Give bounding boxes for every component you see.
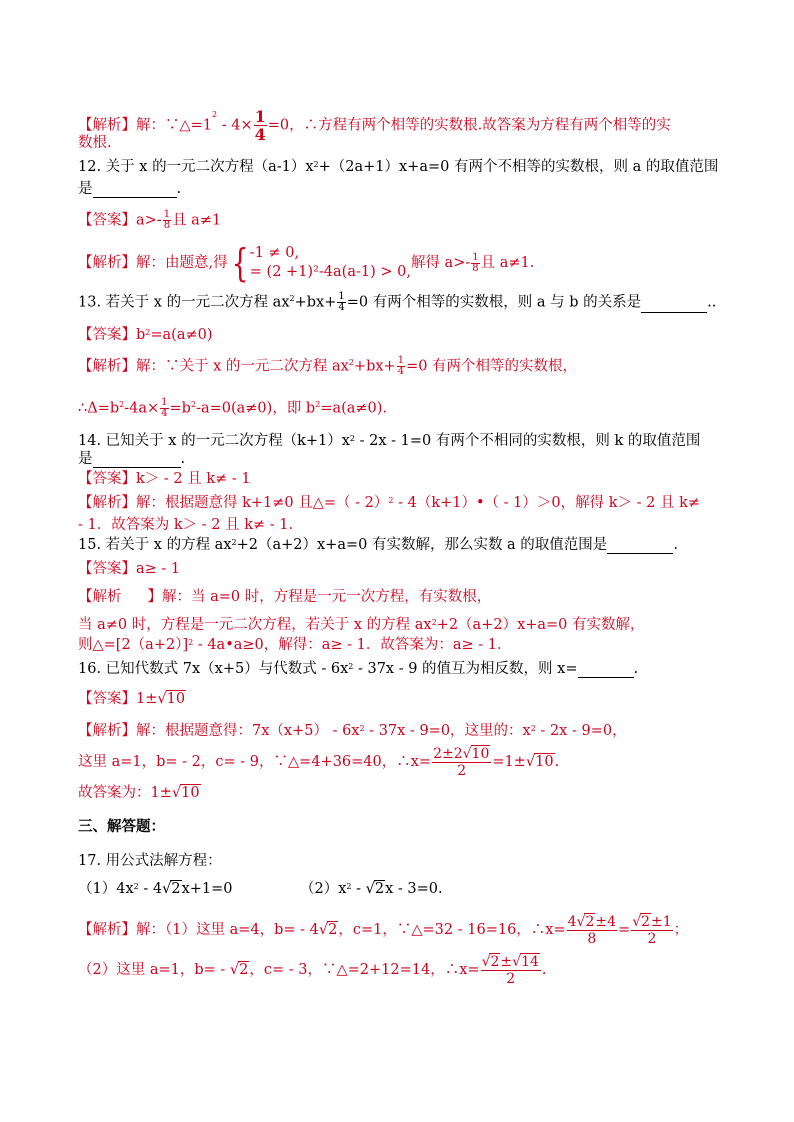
answer-blank [93, 183, 177, 198]
analysis-17-line2: （2）这里 a=1，b= - √2，c= - 3，∵△=2+12=14，∴x= $\frac{√2\pm√14}{2}$ . [78, 953, 547, 987]
answer-blank [607, 539, 673, 554]
analysis-16-line1: 【解析】解：根据题意得：$7x(x+5) - 6x^2 - 37x - 9=0$，这里的：$x^2 - 2x - 9=0$， [78, 723, 627, 739]
analysis-13-line2: $\therefore\Delta=b^2-4a\times$ $\frac{1}{4}$ $=b^2-a=0(a\ne 0)$，即 $b^2=a(a\ne 0)$. [78, 397, 388, 419]
analysis-tag: 【解析】 [78, 117, 136, 134]
question-17-part2: $(2)x^2 - √2x - 3=0$. [300, 881, 443, 897]
equation-system: { -1 ≠ 0, = (2 +1)²-4a(a-1) > 0, [231, 241, 411, 285]
fraction: $\frac{1}{4}$ [161, 397, 168, 419]
analysis-tag: 【解析 [78, 589, 122, 605]
question-16: 16. 已知代数式 7x（x+5）与代数式 - $6x^2 - 37x - 9$ 的值互为相反数，则 x= . [78, 661, 639, 677]
analysis-11-line1: 【解析】解：$\because\triangle=1^2 - 4\times$ $\frac{1}{4}$ =0，∴方程有两个相等的实数根.故答案为方程有两个相等的实 [78, 107, 671, 144]
analysis-tag: 【解析】 [78, 922, 136, 938]
analysis-15-line1: 【解析 】解：当 a=0 时，方程是一元一次方程，有实数根， [78, 589, 492, 605]
answer-13: 【答案】$b^2=a(a\ne 0)$ [78, 327, 213, 343]
answer-tag: 【答案】 [78, 327, 136, 343]
question-17-part1: $(1)4x^2 - 4√2x+1=0$ [78, 881, 233, 897]
answer-16: 【答案】1±√10 [78, 691, 186, 707]
analysis-tag: 【解析】 [78, 255, 136, 271]
section-heading: 三、解答题： [78, 819, 165, 835]
analysis-15-line3: 则$\triangle=[2(a+2)]^2$ - 4a•a≥0，解得：a≥ - 1．故答案为：a≥ - 1． [78, 637, 512, 653]
question-12-line2: 是 . [78, 181, 182, 197]
fraction: $\frac{1}{4}$ [397, 355, 405, 377]
answer-blank [93, 453, 181, 468]
analysis-14-line1: 【解析】解：根据题意得 k+1≠0 且△=（ - 2）$^2$ - 4（k+1）•（ - 1）＞0，解得 k＞ - 2 且 k≠ [78, 495, 701, 511]
answer-tag: 【答案】 [78, 561, 136, 577]
fraction: $\frac{√2\pm√14}{2}$ [481, 953, 539, 987]
analysis-16-line2: 这里 a=1，b= - 2，c= - 9，∵△=4+36=40，∴x= $\frac{2\pm 2√10}{2}$ =1±√10. [78, 745, 560, 779]
analysis-17-line1: 【解析】解：（1）这里 a=4，b= - 4√2，c=1，∵△=32 - 16=16，∴x= $\frac{4√2\pm 4}{8}$ = $\frac{√2\pm 1}{2}$ ； [78, 913, 689, 947]
question-15: 15. 若关于 x 的方程 $ax^2+2(a+2)x+a=0$ 有实数解，那么实数 a 的取值范围是 . [78, 537, 678, 553]
analysis-tag: 【解析】 [78, 358, 136, 375]
fraction: $\frac{2\pm 2√10}{2}$ [433, 745, 490, 779]
answer-12: 【答案】a>- $\frac{1}{8}$ 且 a≠1 [78, 209, 222, 231]
answer-tag: 【答案】 [78, 691, 136, 707]
fraction: $\frac{√2\pm 1}{2}$ [632, 913, 672, 947]
answer-blank [578, 663, 634, 678]
question-12-line1: 12. 关于 x 的一元二次方程$(a-1)x^2+(2a+1)x+a=0$ 有两个不相等的实数根，则 a 的取值范围 [78, 159, 719, 175]
analysis-15-line2: 当 a≠0 时，方程是一元二次方程，若关于 x 的方程 $ax^2+2(a+2)x+a=0$ 有实数解， [78, 617, 645, 633]
answer-tag: 【答案】 [78, 471, 136, 487]
answer-15: 【答案】a≥ - 1 [78, 561, 181, 577]
analysis-12: 【解析】解：由题意,得{ -1 ≠ 0, = (2 +1)²-4a(a-1) > 0, 解得 a>- $\frac{1}{8}$ 且 a≠1. [78, 241, 535, 285]
answer-blank [641, 298, 707, 313]
fraction: $\frac{1}{4}$ [338, 291, 345, 313]
answer-14: 【答案】k＞ - 2 且 k≠ - 1 [78, 471, 251, 487]
analysis-14-line2: - 1．故答案为 k＞ - 2 且 k≠ - 1. [78, 517, 294, 533]
question-14-line2: 是 . [78, 451, 186, 467]
fraction: $\frac{1}{4}$ [254, 107, 266, 144]
fraction: $\frac{1}{8}$ [472, 251, 479, 274]
question-14-line1: 14. 已知关于 x 的一元二次方程$(k+1)x^2 - 2x - 1=0$ 有两个不相同的实数根，则 k 的取值范围 [78, 433, 701, 449]
question-17: 17. 用公式法解方程： [78, 853, 222, 869]
analysis-11-line2: 数根. [78, 135, 112, 151]
analysis-tag: 【解析】 [78, 723, 136, 739]
fraction: $\frac{1}{8}$ [163, 209, 171, 231]
answer-tag: 【答案】 [78, 212, 136, 229]
analysis-13-line1: 【解析】解：∵关于 x 的一元二次方程 $ax^2+bx+$ $\frac{1}{4}$ =0 有两个相等的实数根， [78, 355, 578, 377]
analysis-tag: 【解析】 [78, 495, 136, 511]
analysis-16-line3: 故答案为：1±√10 [78, 785, 200, 801]
question-13: 13. 若关于 x 的一元二次方程 $ax^2+bx+$ $\frac{1}{4}$ =0 有两个相等的实数根，则 a 与 b 的关系是 .. [78, 291, 717, 313]
fraction: $\frac{4√2\pm 4}{8}$ [567, 913, 617, 947]
